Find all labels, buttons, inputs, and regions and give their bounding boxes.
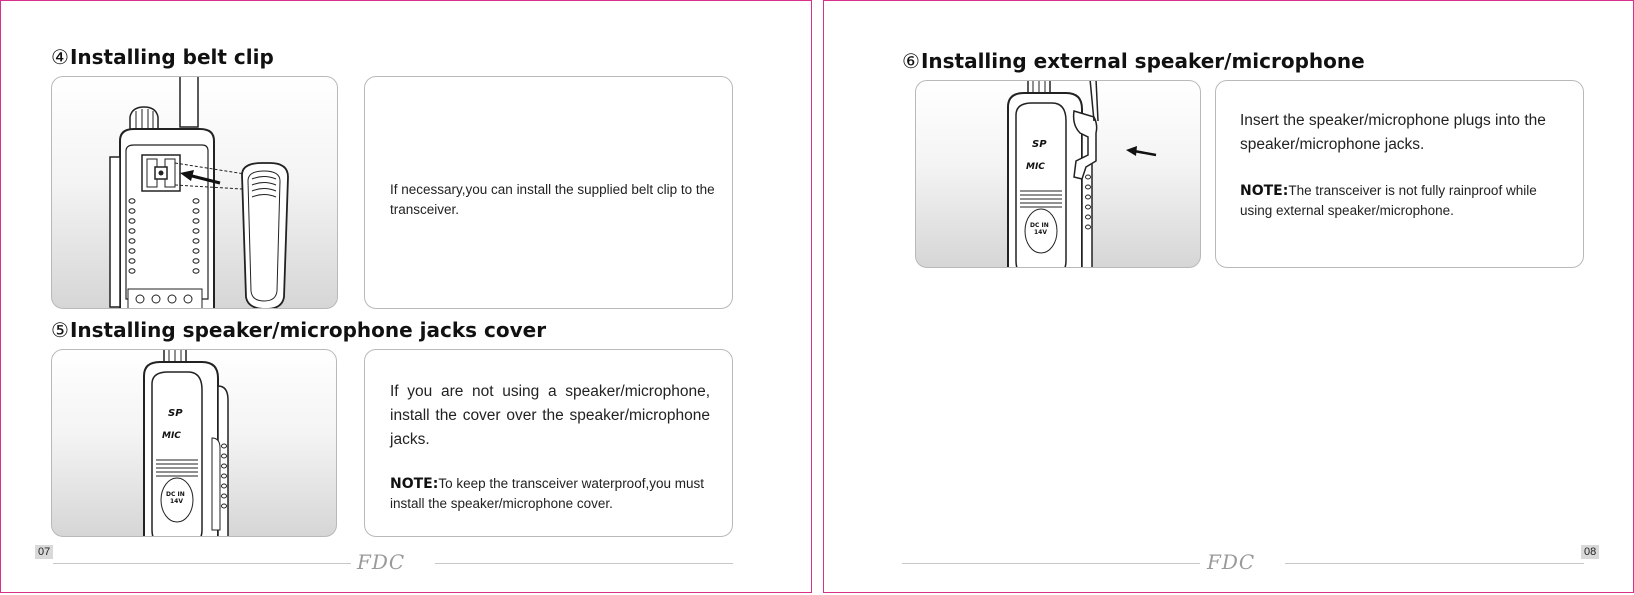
external-mic-text-box bbox=[1215, 80, 1584, 268]
external-mic-illustration bbox=[915, 80, 1201, 268]
page-07 bbox=[0, 0, 812, 593]
mic-label: MIC bbox=[1026, 162, 1045, 172]
jacks-cover-illustration bbox=[51, 349, 337, 537]
section-5-heading bbox=[51, 318, 546, 342]
voltage-label: 14V bbox=[170, 498, 183, 505]
external-mic-instruction: Insert the speaker/microphone plugs into the speaker/microphone jacks. bbox=[1240, 112, 1546, 153]
section-number: ⑥ bbox=[902, 49, 920, 73]
note-text: To keep the transceiver waterproof,you must install the speaker/microphone cover. bbox=[390, 476, 704, 511]
footer-line-left bbox=[902, 563, 1200, 564]
section-6-heading bbox=[902, 49, 1365, 73]
voltage-label: 14V bbox=[1034, 229, 1047, 236]
jacks-cover-instruction: If you are not using a speaker/microphone, install the cover over the speaker/microphone jacks. bbox=[390, 383, 710, 448]
footer-line-right bbox=[1285, 563, 1584, 564]
section-title: Installing speaker/microphone jacks cover bbox=[69, 318, 547, 342]
dc-in-label: DC IN bbox=[1030, 222, 1049, 229]
belt-clip-text-box bbox=[364, 76, 733, 309]
section-title: Installing belt clip bbox=[69, 45, 274, 69]
belt-clip-instruction: If necessary,you can install the supplied belt clip to the transceiver. bbox=[390, 182, 715, 217]
fdc-logo: FDC bbox=[357, 550, 406, 574]
page-number: 08 bbox=[1581, 545, 1599, 559]
jacks-cover-text-box bbox=[364, 349, 733, 537]
section-4-heading bbox=[51, 45, 274, 69]
footer-line-left bbox=[53, 563, 351, 564]
page-number: 07 bbox=[35, 545, 53, 559]
external-mic-note bbox=[1240, 181, 1560, 221]
section-title: Installing external speaker/microphone bbox=[920, 49, 1365, 73]
note-text: The transceiver is not fully rainproof while using external speaker/microphone. bbox=[1240, 183, 1537, 218]
sp-label: SP bbox=[168, 408, 183, 419]
section-number: ④ bbox=[51, 45, 69, 69]
radio-with-speaker-mic-icon bbox=[916, 81, 1201, 268]
page-08 bbox=[823, 0, 1634, 593]
radio-side-with-cover-icon bbox=[52, 350, 337, 537]
note-label: NOTE: bbox=[390, 476, 439, 492]
jacks-cover-note bbox=[390, 474, 710, 514]
belt-clip-illustration bbox=[51, 76, 338, 309]
mic-label: MIC bbox=[162, 431, 181, 441]
footer-line-right bbox=[435, 563, 733, 564]
sp-label: SP bbox=[1032, 139, 1047, 150]
radio-back-with-belt-clip-icon bbox=[52, 77, 338, 309]
dc-in-label: DC IN bbox=[166, 491, 185, 498]
section-number: ⑤ bbox=[51, 318, 69, 342]
note-label: NOTE: bbox=[1240, 183, 1289, 199]
fdc-logo: FDC bbox=[1207, 550, 1256, 574]
